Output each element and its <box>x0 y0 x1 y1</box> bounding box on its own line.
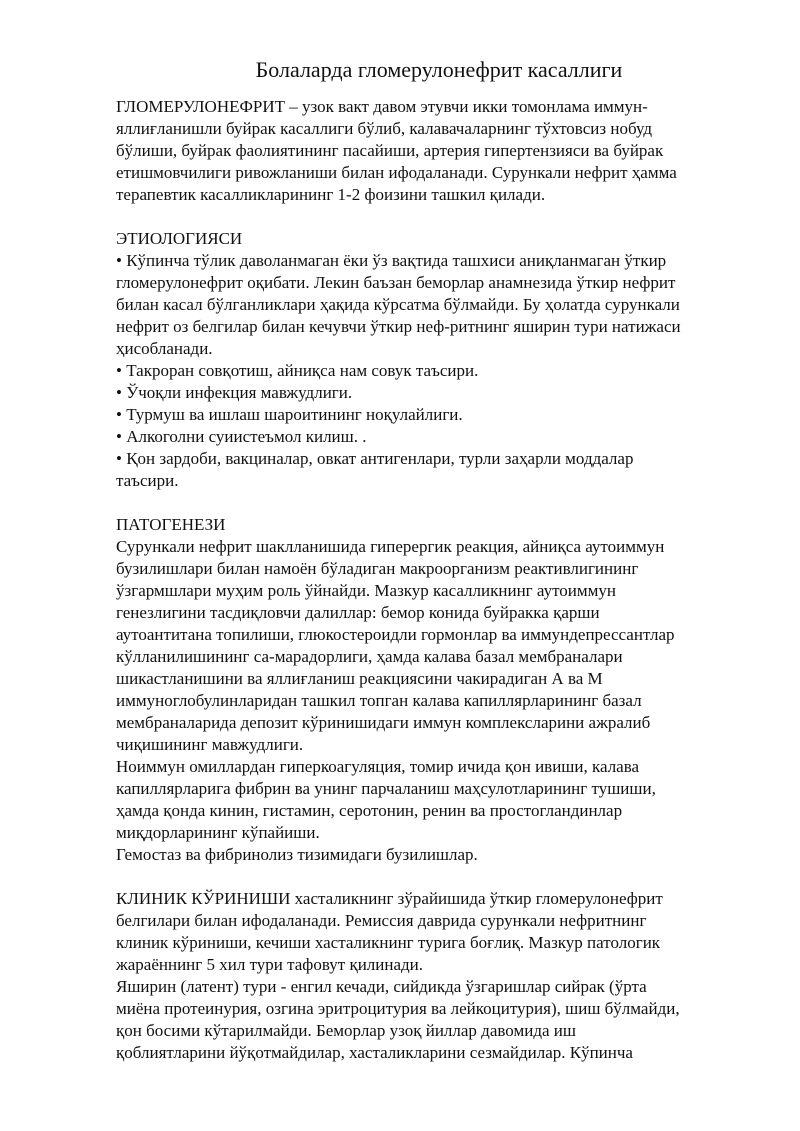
text-line: Ноиммун омиллардан гиперкоагуляция, томир ичида қон ивиши, калава <box>116 757 640 776</box>
text-line: ҳисобланади. <box>116 339 213 358</box>
text-line: мембраналарида депозит кўринишидаги иммун комплексларини ажралиб <box>116 713 651 732</box>
text-line: генезлигини тасдиқловчи далиллар: бемор конида буйракка қарши <box>116 603 600 622</box>
document-page <box>116 56 742 1064</box>
text-line: шикастланишини ва яллиғланиш реакциясини чакирадиган А ва М <box>116 669 603 688</box>
text-line: жараённинг 5 хил тури тафовут қилинади. <box>116 955 424 974</box>
etiology-section <box>116 228 742 492</box>
text-line: Сурункали нефрит шаклланишида гиперергик реакция, айниқса аутоиммун <box>116 537 665 556</box>
document-title: Болаларда гломерулонефрит касаллиги <box>255 57 623 82</box>
text-line: миқдорларининг кўпайиши. <box>116 823 320 842</box>
text-line: гломерулонефрит оқибати. Лекин баъзан беморлар анамнезида ўткир нефрит <box>116 273 676 292</box>
text-line: ҳамда қонда кинин, гистамин, серотонин, ренин ва простогландинлар <box>116 801 623 820</box>
text-line: қоблиятларини йўқотмайдилар, хасталикларини сезмайдилар. Кўпинча <box>116 1043 633 1062</box>
paragraph-gap <box>116 866 742 888</box>
text-line: билан касал бўлганликлари ҳақида кўрсатма бўлмайди. Бу ҳолатда сурункали <box>116 295 680 314</box>
text-line: бўлиши, буйрак фаолиятининг пасайиши, артерия гипертензияси ва буйрак <box>116 141 664 160</box>
text-line: қон босими кўтарилмайди. Беморлар узоқ йиллар давомида иш <box>116 1021 576 1040</box>
clinical-section <box>116 888 742 1064</box>
paragraph-gap <box>116 492 742 514</box>
text-line: таъсири. <box>116 471 179 490</box>
text-line: яллиғланишли буйрак касаллиги бўлиб, калавачаларнинг тўхтовсиз нобуд <box>116 119 653 138</box>
text-line: КЛИНИК КЎРИНИШИ хасталикнинг зўрайишида ўткир гломерулонефрит <box>116 889 663 908</box>
text-line: • Алкоголни суиистеъмол килиш. . <box>116 427 367 446</box>
text-line: • Қон зардоби, вакциналар, овкат антигенлари, турли заҳарли моддалар <box>116 449 634 468</box>
text-line: ўзгармшлари муҳим роль ўйнайди. Мазкур касалликнинг аутоиммун <box>116 581 616 600</box>
text-line: Гемостаз ва фибринолиз тизимидаги бузилишлар. <box>116 845 478 864</box>
text-line: терапевтик касалликларининг 1-2 фоизини ташкил қилади. <box>116 185 546 204</box>
text-line: • Турмуш ва ишлаш шароитининг ноқулайлиги. <box>116 405 463 424</box>
section-heading-pathogenesis: ПАТОГЕНЕЗИ <box>116 515 226 534</box>
text-line: ГЛОМЕРУЛОНЕФРИТ – узок вакт давом этувчи икки томонлама иммун- <box>116 97 648 116</box>
text-line: клиник кўриниши, кечиши хасталикнинг турига боғлиқ. Мазкур патологик <box>116 933 661 952</box>
paragraph-gap <box>116 206 742 228</box>
text-line: Яширин (латент) тури - енгил кечади, сийдикда ўзгаришлар сийрак (ўрта <box>116 977 647 996</box>
text-line: кўлланилишининг са-марадорлиги, ҳамда калава базал мембраналари <box>116 647 623 666</box>
text-line: • Кўпинча тўлик даволанмаган ёки ўз вақтида ташхиси аниқланмаган ўткир <box>116 251 667 270</box>
text-line: • Ўчоқли инфекция мавжудлиги. <box>116 383 353 402</box>
text-line: белгилари билан ифодаланади. Ремиссия даврида сурункали нефритнинг <box>116 911 647 930</box>
text-line: етишмовчилиги ривожланиши билан ифодаланади. Сурункали нефрит ҳамма <box>116 163 677 182</box>
text-line: миёна протеинурия, озгина эритроцитурия ва лейкоцитурия), шиш бўлмайди, <box>116 999 680 1018</box>
text-line: чиқишининг мавжудлиги. <box>116 735 304 754</box>
pathogenesis-section <box>116 514 742 866</box>
text-line: нефрит оз белгилар билан кечувчи ўткир неф-ритнинг яширин тури натижаси <box>116 317 681 336</box>
text-line: бузилишлари билан намоён бўладиган макроорганизм реактивлигининг <box>116 559 639 578</box>
text-line: • Такроран совқотиш, айниқса нам совук таъсири. <box>116 361 479 380</box>
section-heading-etiology: ЭТИОЛОГИЯСИ <box>116 229 243 248</box>
text-line: аутоантитана топилиши, глюкостероидли гормонлар ва иммундепрессантлар <box>116 625 675 644</box>
intro-paragraph <box>116 96 742 206</box>
text-line: иммуноглобулинларидан ташкил топган калава капиллярларининг базал <box>116 691 642 710</box>
text-line: капиллярларига фибрин ва унинг парчаланиш маҳсулотларининг тушиши, <box>116 779 656 798</box>
